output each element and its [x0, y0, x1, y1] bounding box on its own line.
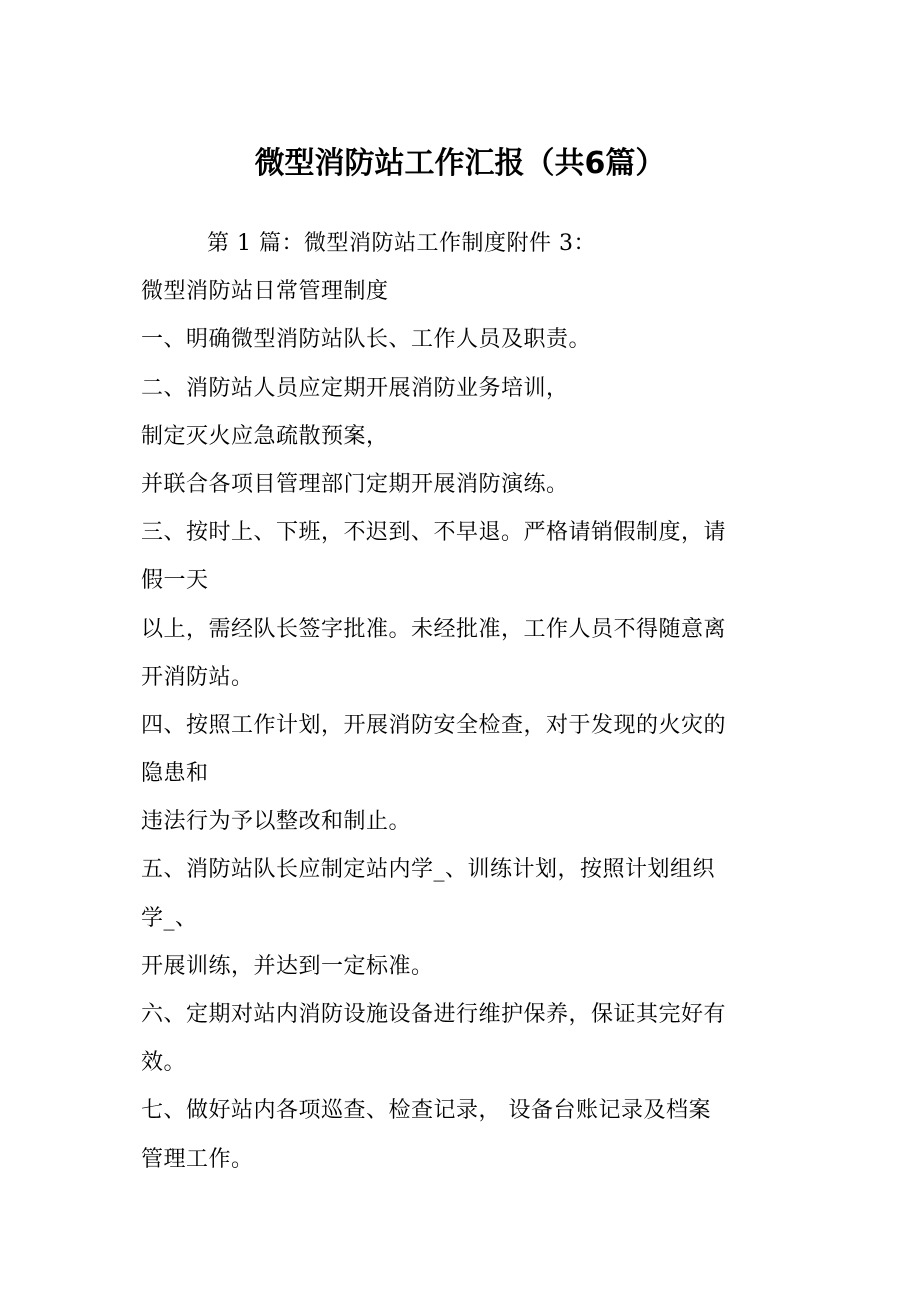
paragraph-line: 以上，需经队长签字批准。未经批准，工作人员不得随意离: [141, 616, 727, 642]
paragraph-line: 制定灭火应急疏散预案，: [141, 423, 389, 449]
chapter-heading: 第 1 篇：微型消防站工作制度附件 3：: [207, 231, 596, 256]
paragraph-line: 五、消防站队长应制定站内学_、训练计划，按照计划组织: [141, 857, 716, 883]
paragraph-line: 隐患和: [141, 761, 209, 787]
paragraph-line: 假一天: [141, 568, 209, 594]
document-body: [141, 220, 786, 1184]
paragraph-line: 管理工作。: [141, 1146, 254, 1172]
paragraph-line: 一、明确微型消防站队长、工作人员及职责。: [141, 327, 592, 353]
paragraph-line: 三、按时上、下班，不迟到、不早退。严格请销假制度，请: [141, 520, 727, 546]
paragraph-line: 四、按照工作计划，开展消防安全检查，对于发现的火灾的: [141, 712, 727, 738]
paragraph-line: 六、定期对站内消防设施设备进行维护保养，保证其完好有: [141, 1002, 727, 1027]
paragraph-line: 七、做好站内各项巡查、检查记录， 设备台账记录及档案: [141, 1098, 711, 1124]
paragraph-line: 开消防站。: [141, 664, 254, 690]
paragraph-line: 效。: [141, 1050, 187, 1076]
paragraph-line: 二、消防站人员应定期开展消防业务培训，: [141, 375, 569, 401]
paragraph-line: 并联合各项目管理部门定期开展消防演练。: [141, 471, 569, 497]
paragraph-line: 违法行为予以整改和制止。: [141, 809, 412, 835]
document-title: 微型消防站工作汇报（共6篇）: [254, 146, 666, 181]
paragraph-line: 开展训练，并达到一定标准。: [141, 953, 434, 979]
paragraph-line: 学_、: [141, 905, 198, 931]
section-heading: 微型消防站日常管理制度: [141, 279, 389, 305]
